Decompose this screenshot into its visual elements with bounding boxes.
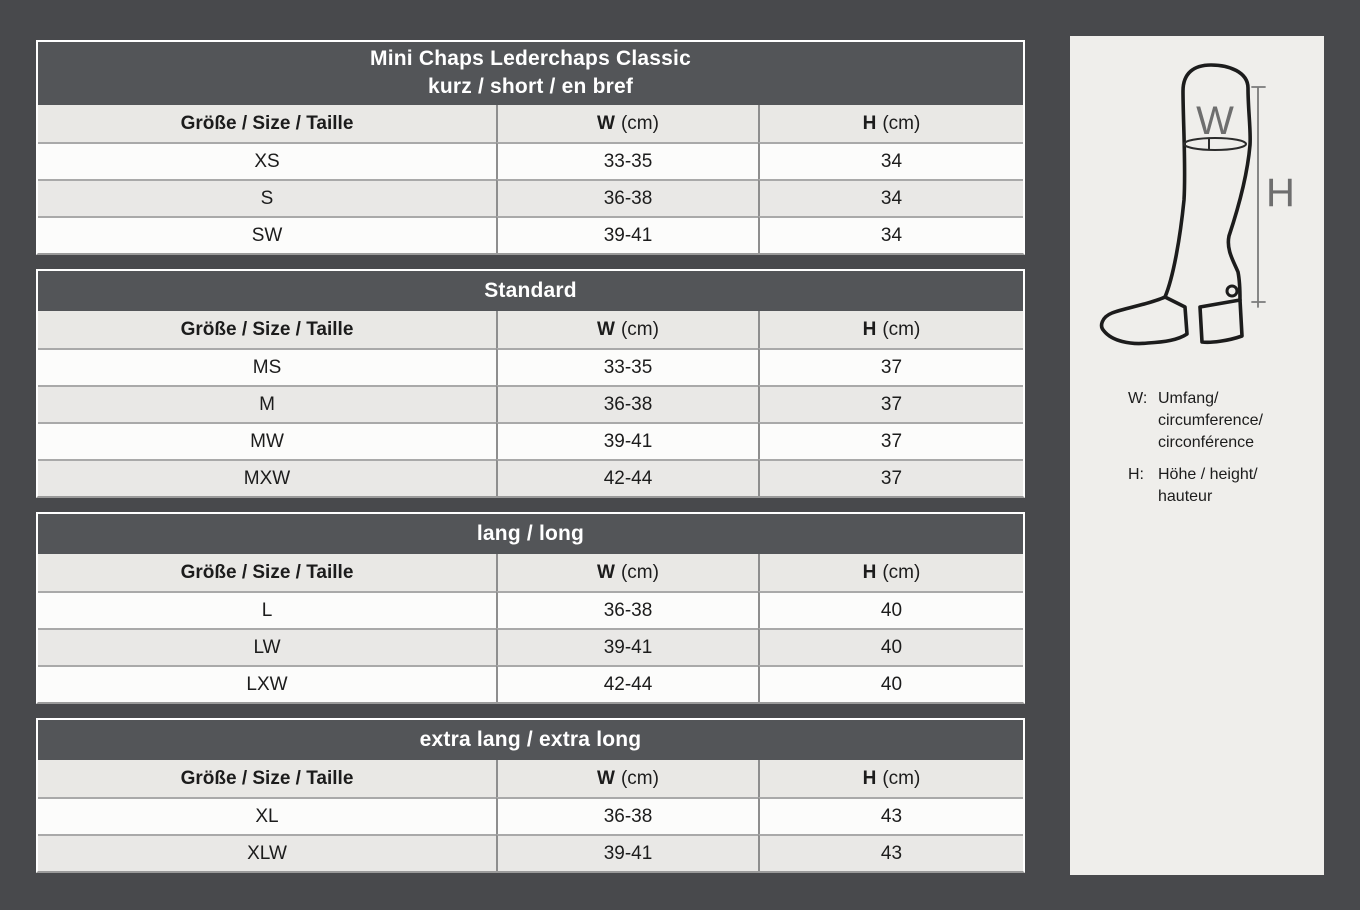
- measurement-panel: [1070, 36, 1324, 875]
- h-unit: (cm): [882, 767, 921, 789]
- column-header-h: [758, 554, 1023, 591]
- w-cell: 39-41: [496, 422, 758, 459]
- table-title: [38, 42, 1023, 105]
- w-cell: 39-41: [496, 628, 758, 665]
- column-header-h: [758, 760, 1023, 797]
- h-cell: 37: [758, 348, 1023, 385]
- w-cell: 33-35: [496, 142, 758, 179]
- legend-line: Höhe / height/: [1158, 466, 1258, 483]
- w-cell: 36-38: [496, 179, 758, 216]
- boot-measurement-illustration: [1070, 50, 1324, 380]
- table-header-row: [38, 311, 1023, 348]
- size-cell: M: [38, 385, 496, 422]
- size-cell: SW: [38, 216, 496, 253]
- h-cell: 34: [758, 142, 1023, 179]
- size-cell: MS: [38, 348, 496, 385]
- h-cell: 43: [758, 834, 1023, 871]
- column-header-w: [496, 760, 758, 797]
- column-header-w: [496, 311, 758, 348]
- h-cell: 37: [758, 385, 1023, 422]
- size-tables-area: [36, 40, 1025, 887]
- h-marker-label: H: [1266, 171, 1295, 215]
- size-cell: LW: [38, 628, 496, 665]
- size-cell: XL: [38, 797, 496, 834]
- table-row: [38, 591, 1023, 628]
- w-cell: 36-38: [496, 385, 758, 422]
- h-cell: 34: [758, 179, 1023, 216]
- size-cell: S: [38, 179, 496, 216]
- column-header-size: Größe / Size / Taille: [38, 311, 496, 348]
- w-label: W: [597, 561, 615, 583]
- height-measure-line: [1252, 87, 1265, 307]
- size-table-kurz: [36, 40, 1025, 255]
- w-cell: 42-44: [496, 459, 758, 496]
- w-label: W: [597, 318, 615, 340]
- table-title: [38, 514, 1023, 554]
- w-cell: 42-44: [496, 665, 758, 702]
- w-cell: 33-35: [496, 348, 758, 385]
- w-cell: 36-38: [496, 591, 758, 628]
- h-cell: 34: [758, 216, 1023, 253]
- table-row: [38, 797, 1023, 834]
- table-title-line: lang / long: [476, 522, 585, 545]
- table-title: [38, 720, 1023, 760]
- legend-entry-w: [1128, 388, 1308, 454]
- w-unit: (cm): [620, 767, 659, 789]
- h-cell: 40: [758, 591, 1023, 628]
- size-cell: MXW: [38, 459, 496, 496]
- size-table-lang: [36, 512, 1025, 704]
- legend-entry-h: [1128, 464, 1308, 508]
- w-unit: (cm): [620, 561, 659, 583]
- column-header-size: Größe / Size / Taille: [38, 760, 496, 797]
- legend-h-label: H:: [1128, 466, 1144, 483]
- measurement-legend: [1128, 388, 1308, 518]
- w-marker-label: W: [1196, 99, 1234, 143]
- w-cell: 39-41: [496, 834, 758, 871]
- legend-h-text: [1158, 464, 1258, 508]
- h-label: H: [862, 318, 877, 340]
- w-unit: (cm): [620, 112, 659, 134]
- h-cell: 43: [758, 797, 1023, 834]
- w-unit: (cm): [620, 318, 659, 340]
- w-label: W: [597, 112, 615, 134]
- table-title-line: Mini Chaps Lederchaps Classic: [370, 47, 691, 70]
- size-cell: L: [38, 591, 496, 628]
- column-header-size: Größe / Size / Taille: [38, 105, 496, 142]
- h-unit: (cm): [882, 561, 921, 583]
- table-row: [38, 142, 1023, 179]
- h-cell: 40: [758, 665, 1023, 702]
- h-label: H: [862, 112, 877, 134]
- w-cell: 36-38: [496, 797, 758, 834]
- h-unit: (cm): [882, 318, 921, 340]
- table-row: [38, 385, 1023, 422]
- legend-w-label: W:: [1128, 390, 1148, 407]
- legend-line: circumference/: [1158, 412, 1263, 429]
- h-unit: (cm): [882, 112, 921, 134]
- h-cell: 37: [758, 422, 1023, 459]
- legend-line: Umfang/: [1158, 390, 1219, 407]
- h-label: H: [862, 561, 877, 583]
- table-header-row: [38, 554, 1023, 591]
- table-row: [38, 665, 1023, 702]
- table-row: [38, 422, 1023, 459]
- table-title-line: extra lang / extra long: [419, 728, 642, 751]
- size-cell: XLW: [38, 834, 496, 871]
- boot-foot-outline: [1102, 297, 1187, 344]
- table-header-row: [38, 105, 1023, 142]
- strap-outline: [1200, 300, 1242, 342]
- table-row: [38, 216, 1023, 253]
- w-label: W: [597, 767, 615, 789]
- table-row: [38, 834, 1023, 871]
- w-cell: 39-41: [496, 216, 758, 253]
- size-cell: LXW: [38, 665, 496, 702]
- size-cell: XS: [38, 142, 496, 179]
- size-cell: MW: [38, 422, 496, 459]
- h-label: H: [862, 767, 877, 789]
- table-title-line: kurz / short / en bref: [427, 75, 634, 98]
- h-cell: 40: [758, 628, 1023, 665]
- table-header-row: [38, 760, 1023, 797]
- table-title: [38, 271, 1023, 311]
- h-cell: 37: [758, 459, 1023, 496]
- snap-button-icon: [1227, 286, 1237, 296]
- size-table-standard: [36, 269, 1025, 498]
- column-header-size: Größe / Size / Taille: [38, 554, 496, 591]
- table-title-line: Standard: [484, 279, 577, 302]
- legend-line: hauteur: [1158, 488, 1213, 505]
- column-header-h: [758, 105, 1023, 142]
- size-table-extra-lang: [36, 718, 1025, 873]
- column-header-w: [496, 105, 758, 142]
- table-row: [38, 179, 1023, 216]
- legend-w-text: [1158, 388, 1263, 454]
- column-header-w: [496, 554, 758, 591]
- table-row: [38, 459, 1023, 496]
- table-row: [38, 628, 1023, 665]
- column-header-h: [758, 311, 1023, 348]
- legend-line: circonférence: [1158, 434, 1255, 451]
- table-row: [38, 348, 1023, 385]
